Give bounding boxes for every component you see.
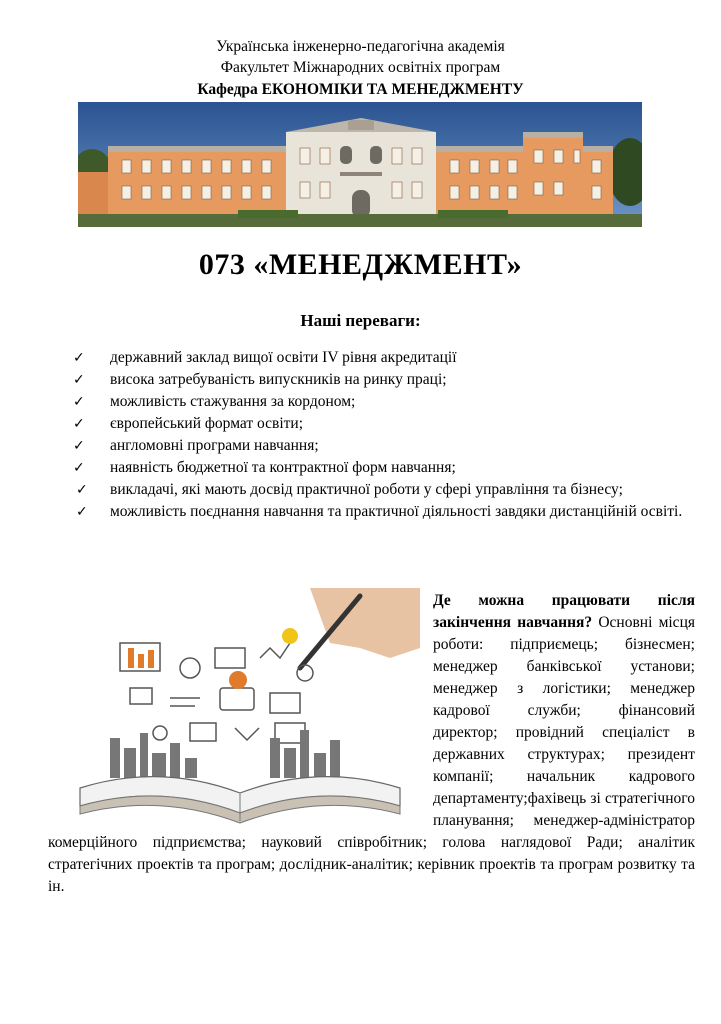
- checkmark-icon: ✓: [73, 460, 85, 476]
- faculty-name: Факультет Міжнародних освітніх програм: [220, 59, 501, 76]
- list-item-text: можливість стажування за кордоном;: [110, 393, 356, 410]
- checkmark-icon: ✓: [73, 350, 85, 366]
- list-item: [48, 457, 695, 479]
- career-section: [48, 590, 695, 898]
- career-heading: Де можна працювати після закінчення навчання?: [433, 592, 695, 631]
- list-item-text: висока затребуваність випускників на ринку праці;: [110, 371, 447, 388]
- checkmark-icon: ✓: [73, 394, 85, 410]
- list-item-text: європейський формат освіти;: [110, 415, 304, 432]
- list-item: [48, 413, 695, 435]
- list-item-text: англомовні програми навчання;: [110, 437, 319, 454]
- career-text: Основні місця роботи: підприємець; бізнесмен; менеджер банківської установи; менеджер з логістики; менеджер кадрової служби; фінансовий директор; провідний спеціаліст в державних структурах; президент компанії; начальник кадрового департаменту;фахівець зі стратегічного планування; менеджер-адміністратор комерційного підприємства; науковий співробітник; голова наглядової Ради; аналітик стратегічних проектів та програм; дослідник-аналітик; керівник проектів та програм розвитку та ін.: [48, 614, 695, 895]
- checkmark-icon: ✓: [73, 416, 85, 432]
- advantages-title: Наші переваги:: [300, 311, 421, 330]
- list-item-text: викладачі, які мають досвід практичної роботи у сфері управління та бізнесу;: [110, 481, 623, 498]
- list-item: [48, 501, 695, 523]
- list-item: [48, 435, 695, 457]
- list-item: [48, 391, 695, 413]
- academy-building-photo: [78, 102, 642, 227]
- checkmark-icon: ✓: [76, 504, 88, 520]
- program-title: 073 «МЕНЕДЖМЕНТ»: [198, 248, 523, 281]
- department-name: Кафедра ЕКОНОМІКИ ТА МЕНЕДЖМЕНТУ: [197, 81, 524, 98]
- list-item-text: можливість поєднання навчання та практичної діяльності завдяки дистанційній освіті.: [110, 503, 683, 520]
- checkmark-icon: ✓: [76, 482, 88, 498]
- list-item: [48, 347, 695, 369]
- checkmark-icon: ✓: [73, 438, 85, 454]
- list-item-text: державний заклад вищої освіти IV рівня акредитації: [110, 349, 457, 366]
- advantages-list: [48, 347, 695, 523]
- checkmark-icon: ✓: [73, 372, 85, 388]
- institution-name: Українська інженерно-педагогічна академія: [216, 38, 505, 55]
- list-item-text: наявність бюджетної та контрактної форм навчання;: [110, 459, 456, 476]
- list-item: [48, 479, 695, 501]
- list-item: [48, 369, 695, 391]
